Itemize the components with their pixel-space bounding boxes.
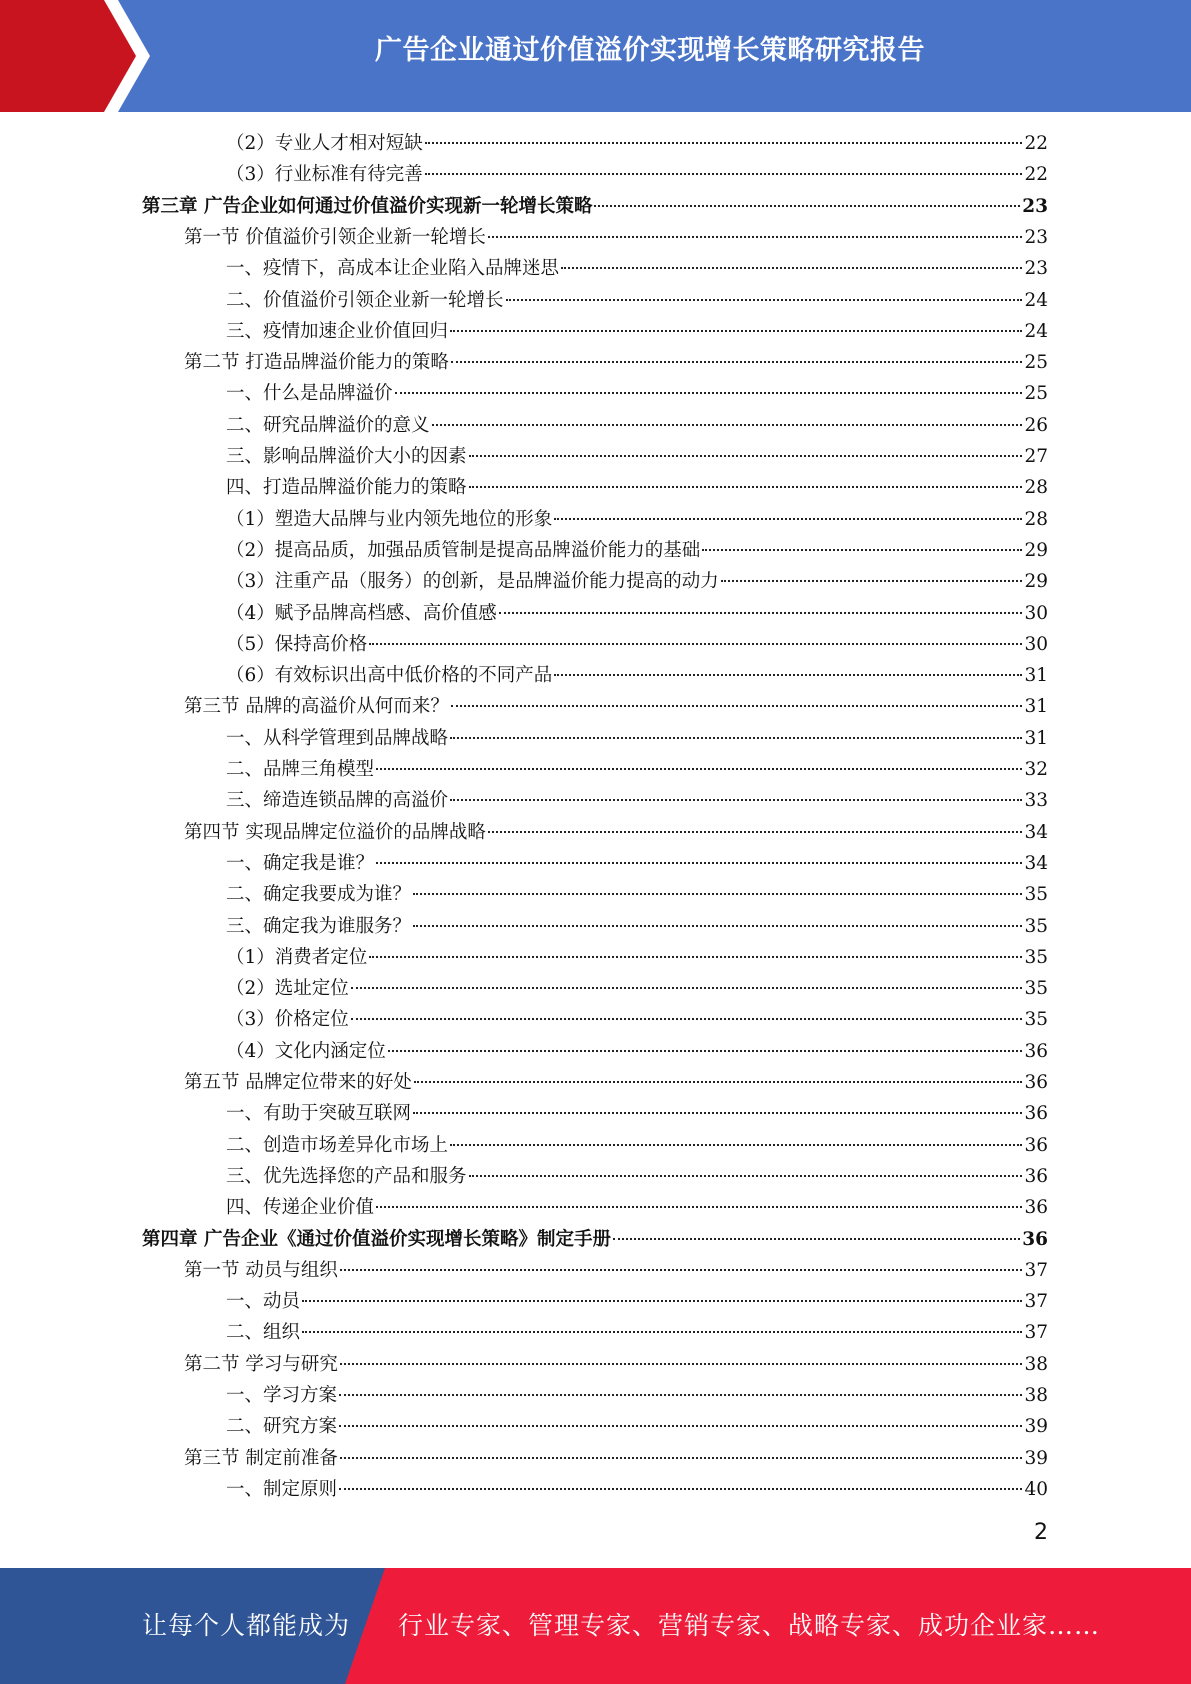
toc-entry[interactable] bbox=[226, 1098, 1048, 1129]
toc-entry-page: 31 bbox=[1024, 727, 1048, 749]
toc-entry[interactable] bbox=[226, 285, 1048, 316]
toc-entry-label: （1）消费者定位 bbox=[226, 946, 368, 968]
toc-leader-dots bbox=[613, 1238, 1020, 1240]
toc-entry-page: 32 bbox=[1024, 759, 1048, 780]
toc-entry-label: 四、传递企业价值 bbox=[226, 1197, 375, 1219]
toc-entry[interactable] bbox=[184, 817, 1048, 848]
toc-entry-page: 29 bbox=[1024, 571, 1048, 593]
toc-entry-label: 第二节 学习与研究 bbox=[184, 1353, 338, 1375]
toc-entry-label: 一、制定原则 bbox=[226, 1478, 338, 1500]
toc-leader-dots bbox=[339, 1425, 1022, 1427]
footer-slogan-right: 行业专家、管理专家、营销专家、战略专家、成功企业家…… bbox=[398, 1611, 1101, 1640]
toc-leader-dots bbox=[339, 1394, 1022, 1396]
toc-entry-page: 23 bbox=[1024, 226, 1048, 248]
toc-entry-label: （4）赋予品牌高档感、高价值感 bbox=[226, 602, 497, 624]
toc-entry-label: 三、疫情加速企业价值回归 bbox=[226, 320, 449, 342]
toc-entry-label: 三、影响品牌溢价大小的因素 bbox=[226, 446, 467, 467]
toc-entry-label: （3）价格定位 bbox=[226, 1009, 349, 1031]
footer-slogan-left: 让每个人都能成为 bbox=[142, 1611, 351, 1640]
toc-entry-page: 22 bbox=[1024, 133, 1048, 154]
toc-entry-label: 二、组织 bbox=[226, 1322, 301, 1344]
toc-leader-dots bbox=[376, 768, 1022, 770]
toc-entry-page: 34 bbox=[1024, 821, 1048, 843]
toc-entry-label: 二、创造市场差异化市场上 bbox=[226, 1134, 449, 1156]
report-title: 广告企业通过价值溢价实现增长策略研究报告 bbox=[375, 35, 925, 66]
toc-leader-dots bbox=[469, 455, 1023, 457]
toc-entry-page: 27 bbox=[1024, 446, 1048, 467]
toc-leader-dots bbox=[425, 142, 1023, 144]
toc-entry-label: 二、研究方案 bbox=[226, 1416, 338, 1438]
toc-entry[interactable] bbox=[226, 973, 1048, 1004]
toc-entry[interactable] bbox=[226, 253, 1048, 284]
page-number: 2 bbox=[1034, 1520, 1048, 1545]
toc-leader-dots bbox=[302, 1331, 1022, 1333]
toc-entry-label: （6）有效标识出高中低价格的不同产品 bbox=[226, 665, 553, 687]
toc-entry-label: 第三节 品牌的高溢价从何而来？ bbox=[184, 696, 449, 718]
toc-leader-dots bbox=[340, 1363, 1023, 1365]
toc-entry[interactable] bbox=[226, 879, 1048, 910]
toc-entry[interactable] bbox=[226, 1192, 1048, 1223]
toc-entry[interactable] bbox=[226, 1317, 1048, 1348]
toc-entry-page: 36 bbox=[1024, 1072, 1048, 1093]
toc-entry-page: 34 bbox=[1024, 852, 1048, 874]
toc-entry[interactable] bbox=[226, 128, 1048, 159]
toc-entry-label: 第一节 动员与组织 bbox=[184, 1259, 338, 1281]
toc-entry[interactable] bbox=[226, 1130, 1048, 1161]
toc-entry-page: 36 bbox=[1024, 1103, 1048, 1125]
toc-entry[interactable] bbox=[226, 1380, 1048, 1411]
toc-entry[interactable] bbox=[226, 1004, 1048, 1035]
toc-entry-page: 25 bbox=[1024, 383, 1048, 405]
toc-entry-label: 第一节 价值溢价引领企业新一轮增长 bbox=[184, 226, 486, 248]
toc-leader-dots bbox=[554, 674, 1022, 676]
toc-entry-label: 第四章 广告企业《通过价值溢价实现增长策略》制定手册 bbox=[142, 1228, 611, 1250]
toc-entry-page: 28 bbox=[1024, 477, 1048, 499]
toc-entry-page: 35 bbox=[1024, 946, 1048, 968]
toc-entry-label: 一、确定我是谁？ bbox=[226, 852, 375, 874]
toc-entry[interactable] bbox=[226, 723, 1048, 754]
toc-entry-page: 30 bbox=[1024, 602, 1048, 624]
toc-leader-dots bbox=[488, 831, 1023, 833]
toc-entry-label: 四、打造品牌溢价能力的策略 bbox=[226, 477, 467, 499]
toc-entry[interactable] bbox=[226, 598, 1048, 629]
page-header bbox=[0, 0, 1191, 112]
toc-entry-label: （2）提高品质，加强品质管制是提高品牌溢价能力的基础 bbox=[226, 539, 701, 561]
toc-entry-label: 一、有助于突破互联网 bbox=[226, 1103, 412, 1125]
toc-entry[interactable] bbox=[226, 1411, 1048, 1442]
toc-leader-dots bbox=[413, 893, 1022, 895]
toc-entry[interactable] bbox=[226, 159, 1048, 190]
toc-entry-page: 35 bbox=[1024, 915, 1048, 937]
toc-leader-dots bbox=[561, 267, 1022, 269]
toc-entry-label: 第五节 品牌定位带来的好处 bbox=[184, 1072, 412, 1093]
toc-entry-page: 37 bbox=[1024, 1259, 1048, 1281]
toc-entry-page: 35 bbox=[1024, 884, 1048, 906]
toc-entry[interactable] bbox=[184, 347, 1048, 378]
toc-entry[interactable] bbox=[226, 754, 1048, 785]
toc-entry-label: 一、学习方案 bbox=[226, 1385, 338, 1406]
toc-leader-dots bbox=[302, 1300, 1022, 1302]
toc-leader-dots bbox=[432, 424, 1023, 426]
toc-leader-dots bbox=[506, 299, 1023, 301]
toc-entry[interactable] bbox=[226, 785, 1048, 816]
toc-entry-page: 22 bbox=[1024, 164, 1048, 186]
toc-entry-page: 28 bbox=[1024, 508, 1048, 530]
toc-entry[interactable] bbox=[226, 660, 1048, 691]
toc-leader-dots bbox=[395, 392, 1023, 394]
toc-leader-dots bbox=[451, 361, 1023, 363]
toc-entry[interactable] bbox=[226, 1474, 1048, 1505]
toc-entry-label: 第三章 广告企业如何通过价值溢价实现新一轮增长策略 bbox=[142, 195, 593, 217]
toc-entry-page: 31 bbox=[1024, 696, 1048, 718]
toc-entry-page: 29 bbox=[1024, 539, 1048, 561]
toc-entry[interactable] bbox=[226, 1036, 1048, 1067]
toc-leader-dots bbox=[376, 1206, 1022, 1208]
toc-entry-label: 二、确定我要成为谁？ bbox=[226, 884, 412, 906]
toc-entry-page: 24 bbox=[1024, 289, 1048, 311]
toc-entry[interactable] bbox=[226, 848, 1048, 879]
toc-leader-dots bbox=[450, 1144, 1022, 1146]
toc-leader-dots bbox=[413, 1112, 1022, 1114]
toc-entry-label: 三、优先选择您的产品和服务 bbox=[226, 1165, 467, 1187]
toc-entry-page: 30 bbox=[1024, 633, 1048, 655]
toc-entry-label: （4）文化内涵定位 bbox=[226, 1040, 386, 1062]
toc-entry-page: 36 bbox=[1024, 1040, 1048, 1062]
toc-entry-label: 一、什么是品牌溢价 bbox=[226, 383, 393, 405]
toc-leader-dots bbox=[469, 1175, 1023, 1177]
toc-entry-page: 37 bbox=[1024, 1291, 1048, 1313]
toc-entry-label: 第二节 打造品牌溢价能力的策略 bbox=[184, 352, 449, 374]
toc-entry-label: （2）选址定位 bbox=[226, 978, 349, 1000]
toc-entry[interactable] bbox=[226, 942, 1048, 973]
toc-entry[interactable] bbox=[184, 1067, 1048, 1098]
toc-entry[interactable] bbox=[184, 1443, 1048, 1474]
toc-entry[interactable] bbox=[226, 566, 1048, 597]
toc-leader-dots bbox=[413, 925, 1022, 927]
toc-entry-label: 一、动员 bbox=[226, 1291, 301, 1313]
toc-entry-page: 25 bbox=[1024, 352, 1048, 374]
toc-entry-label: （3）行业标准有待完善 bbox=[226, 164, 423, 186]
toc-entry-page: 38 bbox=[1024, 1385, 1048, 1406]
toc-entry-page: 35 bbox=[1024, 1009, 1048, 1031]
toc-entry[interactable] bbox=[226, 535, 1048, 566]
toc-leader-dots bbox=[425, 173, 1023, 175]
toc-entry-page: 40 bbox=[1024, 1478, 1048, 1500]
toc-entry-label: 第四节 实现品牌定位溢价的品牌战略 bbox=[184, 821, 486, 843]
toc-entry-page: 26 bbox=[1024, 414, 1048, 436]
page-footer bbox=[0, 1568, 1191, 1684]
toc-leader-dots bbox=[451, 705, 1023, 707]
toc-entry-page: 36 bbox=[1024, 1134, 1048, 1156]
toc-leader-dots bbox=[351, 987, 1023, 989]
toc-entry-page: 38 bbox=[1024, 1353, 1048, 1375]
toc-entry[interactable] bbox=[184, 1349, 1048, 1380]
toc-entry-page: 39 bbox=[1024, 1416, 1048, 1438]
toc-entry-page: 23 bbox=[1022, 195, 1048, 217]
toc-entry-label: （3）注重产品（服务）的创新，是品牌溢价能力提高的动力 bbox=[226, 571, 719, 593]
toc-entry[interactable] bbox=[226, 629, 1048, 660]
toc-entry[interactable] bbox=[142, 1224, 1048, 1255]
toc-entry-label: 一、疫情下，高成本让企业陷入品牌迷思 bbox=[226, 258, 560, 280]
toc-entry[interactable] bbox=[226, 378, 1048, 409]
toc-leader-dots bbox=[450, 330, 1022, 332]
toc-entry[interactable] bbox=[226, 316, 1048, 347]
toc-entry-label: 二、品牌三角模型 bbox=[226, 759, 375, 780]
toc-leader-dots bbox=[388, 1050, 1023, 1052]
toc-leader-dots bbox=[721, 580, 1023, 582]
toc-entry-page: 36 bbox=[1024, 1165, 1048, 1187]
toc-leader-dots bbox=[702, 549, 1022, 551]
toc-leader-dots bbox=[340, 1457, 1023, 1459]
toc-entry[interactable] bbox=[184, 1255, 1048, 1286]
toc-leader-dots bbox=[450, 799, 1022, 801]
toc-leader-dots bbox=[469, 486, 1023, 488]
toc-leader-dots bbox=[369, 956, 1022, 958]
toc-entry-label: 三、确定我为谁服务？ bbox=[226, 915, 412, 937]
toc-entry-page: 33 bbox=[1024, 790, 1048, 812]
toc-entry-page: 35 bbox=[1024, 978, 1048, 1000]
toc-entry[interactable] bbox=[226, 472, 1048, 503]
toc-entry-label: 二、研究品牌溢价的意义 bbox=[226, 414, 430, 436]
toc-leader-dots bbox=[488, 236, 1023, 238]
toc-entry-label: 三、缔造连锁品牌的高溢价 bbox=[226, 790, 449, 812]
toc-entry[interactable] bbox=[226, 911, 1048, 942]
toc-entry[interactable] bbox=[226, 504, 1048, 535]
toc-entry-label: （1）塑造大品牌与业内领先地位的形象 bbox=[226, 508, 553, 530]
toc-entry[interactable] bbox=[142, 191, 1048, 222]
toc-entry-label: 一、从科学管理到品牌战略 bbox=[226, 727, 449, 749]
toc-leader-dots bbox=[351, 1018, 1023, 1020]
toc-entry-page: 37 bbox=[1024, 1322, 1048, 1344]
toc-leader-dots bbox=[376, 862, 1022, 864]
toc-entry[interactable] bbox=[226, 441, 1048, 472]
toc-entry-page: 36 bbox=[1024, 1197, 1048, 1219]
toc-leader-dots bbox=[340, 1269, 1023, 1271]
toc-leader-dots bbox=[339, 1488, 1022, 1490]
toc-leader-dots bbox=[450, 737, 1022, 739]
toc-leader-dots bbox=[369, 643, 1022, 645]
toc-entry-label: 二、价值溢价引领企业新一轮增长 bbox=[226, 289, 504, 311]
toc-entry-label: 第三节 制定前准备 bbox=[184, 1447, 338, 1469]
toc-leader-dots bbox=[499, 612, 1023, 614]
toc-entry-page: 24 bbox=[1024, 320, 1048, 342]
toc-entry-label: （5）保持高价格 bbox=[226, 633, 368, 655]
toc-entry[interactable] bbox=[184, 691, 1048, 722]
toc-entry[interactable] bbox=[226, 1286, 1048, 1317]
toc-entry-page: 31 bbox=[1024, 665, 1048, 687]
toc-entry-page: 39 bbox=[1024, 1447, 1048, 1469]
toc-entry[interactable] bbox=[226, 410, 1048, 441]
header-arrow-icon bbox=[0, 0, 150, 112]
toc-leader-dots bbox=[554, 518, 1022, 520]
toc-leader-dots bbox=[414, 1081, 1023, 1083]
toc-leader-dots bbox=[594, 205, 1020, 207]
toc-entry[interactable] bbox=[184, 222, 1048, 253]
toc-entry-page: 23 bbox=[1024, 258, 1048, 280]
toc-entry-label: （2）专业人才相对短缺 bbox=[226, 133, 423, 154]
toc-entry[interactable] bbox=[226, 1161, 1048, 1192]
toc-entry-page: 36 bbox=[1022, 1228, 1048, 1250]
